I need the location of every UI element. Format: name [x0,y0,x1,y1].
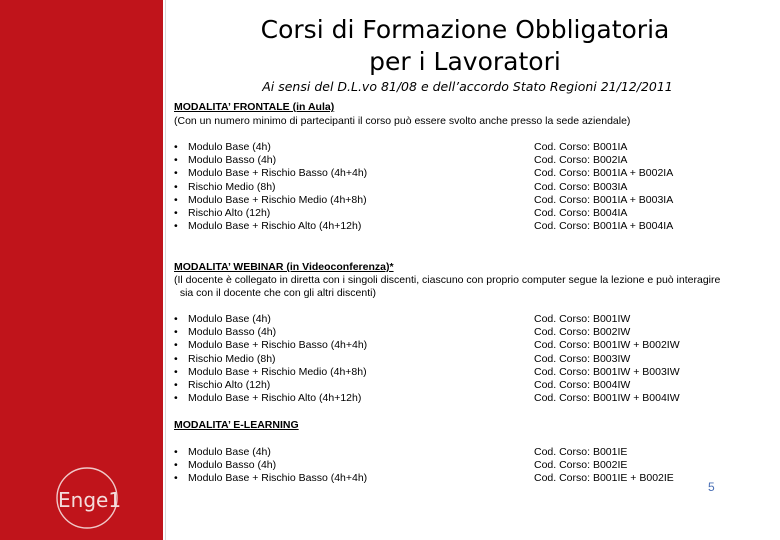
module-name: Modulo Base (4h) [188,141,271,153]
sidebar-divider-line [165,0,166,540]
bullet-icon: • [174,141,178,153]
list-frontale [174,141,734,233]
bullet-icon: • [174,326,178,339]
bullet-icon: • [174,365,178,378]
bullet-icon: • [174,167,178,180]
note-frontale: (Con un numero minimo di partecipanti il corso può essere svolto anche presso la sede aziendale) [174,115,631,127]
course-code: Cod. Corso: B001IA + B002IA [534,167,674,180]
bullet-icon: • [174,193,178,206]
module-name: Modulo Basso (4h) [188,459,277,472]
bullet-icon: • [174,180,178,193]
module-name: Modulo Basso (4h) [188,154,277,167]
module-name: Modulo Base + Rischio Medio (4h+8h) [188,365,367,378]
list-item [174,181,734,194]
note-webinar-1: (Il docente è collegato in diretta con i singoli discenti, ciascuno con proprio computer segue la lezione e può interagire [174,274,721,286]
module-name: Modulo Base + Rischio Basso (4h+4h) [188,167,368,180]
page-number: 5 [708,480,715,494]
course-code: Cod. Corso: B003IA [534,180,628,193]
note-webinar-2: sia con il docente che con gli altri discenti) [174,287,376,299]
course-code: Cod. Corso: B004IW [534,378,631,391]
module-name: Modulo Base + Rischio Basso (4h+4h) [188,339,368,352]
bullet-icon: • [174,206,178,219]
list-item [174,379,734,392]
course-code: Cod. Corso: B001IA [534,141,628,153]
course-code: Cod. Corso: B002IE [534,459,628,472]
list-item [174,154,734,167]
bullet-icon: • [174,313,178,325]
bullet-icon: • [174,392,178,405]
list-item [174,459,734,472]
course-code: Cod. Corso: B001IW + B004IW [534,392,680,405]
list-webinar [174,313,734,405]
list-item [174,366,734,379]
bullet-icon: • [174,339,178,352]
course-code: Cod. Corso: B001IA + B003IA [534,193,674,206]
bullet-icon: • [174,220,178,233]
course-code: Cod. Corso: B001IW + B003IW [534,365,680,378]
module-name: Modulo Base (4h) [188,313,271,325]
list-item [174,339,734,352]
heading-frontale: MODALITA’ FRONTALE (in Aula) [174,101,335,113]
module-name: Modulo Base + Rischio Alto (4h+12h) [188,392,362,405]
list-item [174,446,734,459]
list-item [174,472,734,485]
module-name: Modulo Base (4h) [188,446,271,458]
module-name: Rischio Alto (12h) [188,378,271,391]
list-item [174,392,734,405]
course-code: Cod. Corso: B001IE [534,446,628,458]
module-name: Rischio Medio (8h) [188,180,276,193]
course-code: Cod. Corso: B002IA [534,154,628,167]
course-code: Cod. Corso: B001IA + B004IA [534,220,674,233]
module-name: Rischio Medio (8h) [188,352,276,365]
list-item [174,167,734,180]
bullet-icon: • [174,459,178,472]
list-item [174,353,734,366]
module-name: Modulo Base + Rischio Basso (4h+4h) [188,472,368,485]
module-name: Modulo Basso (4h) [188,326,277,339]
list-item [174,220,734,233]
list-item [174,194,734,207]
bullet-icon: • [174,352,178,365]
red-sidebar [0,0,163,540]
page-subtitle: Ai sensi del D.L.vo 81/08 e dell’accordo Stato Regioni 21/12/2011 [262,79,673,94]
module-name: Modulo Base + Rischio Medio (4h+8h) [188,193,367,206]
title-line-1: Corsi di Formazione Obbligatoria [260,15,670,44]
bullet-icon: • [174,446,178,458]
list-item [174,313,734,326]
list-item [174,326,734,339]
course-code: Cod. Corso: B001IE + B002IE [534,472,674,485]
bullet-icon: • [174,154,178,167]
heading-elearning: MODALITA’ E-LEARNING [174,419,299,431]
list-elearning [174,446,734,486]
course-code: Cod. Corso: B001IW + B002IW [534,339,680,352]
heading-webinar: MODALITA’ WEBINAR (in Videoconferenza)* [174,261,394,273]
logo-text: Enge1 [58,488,122,512]
list-item [174,141,734,154]
module-name: Rischio Alto (12h) [188,206,271,219]
course-code: Cod. Corso: B003IW [534,352,631,365]
title-line-2: per i Lavoratori [369,47,561,76]
list-item [174,207,734,220]
course-code: Cod. Corso: B004IA [534,206,628,219]
bullet-icon: • [174,472,178,485]
module-name: Modulo Base + Rischio Alto (4h+12h) [188,220,362,233]
page-title [200,14,730,78]
bullet-icon: • [174,378,178,391]
course-code: Cod. Corso: B001IW [534,313,631,325]
course-code: Cod. Corso: B002IW [534,326,631,339]
